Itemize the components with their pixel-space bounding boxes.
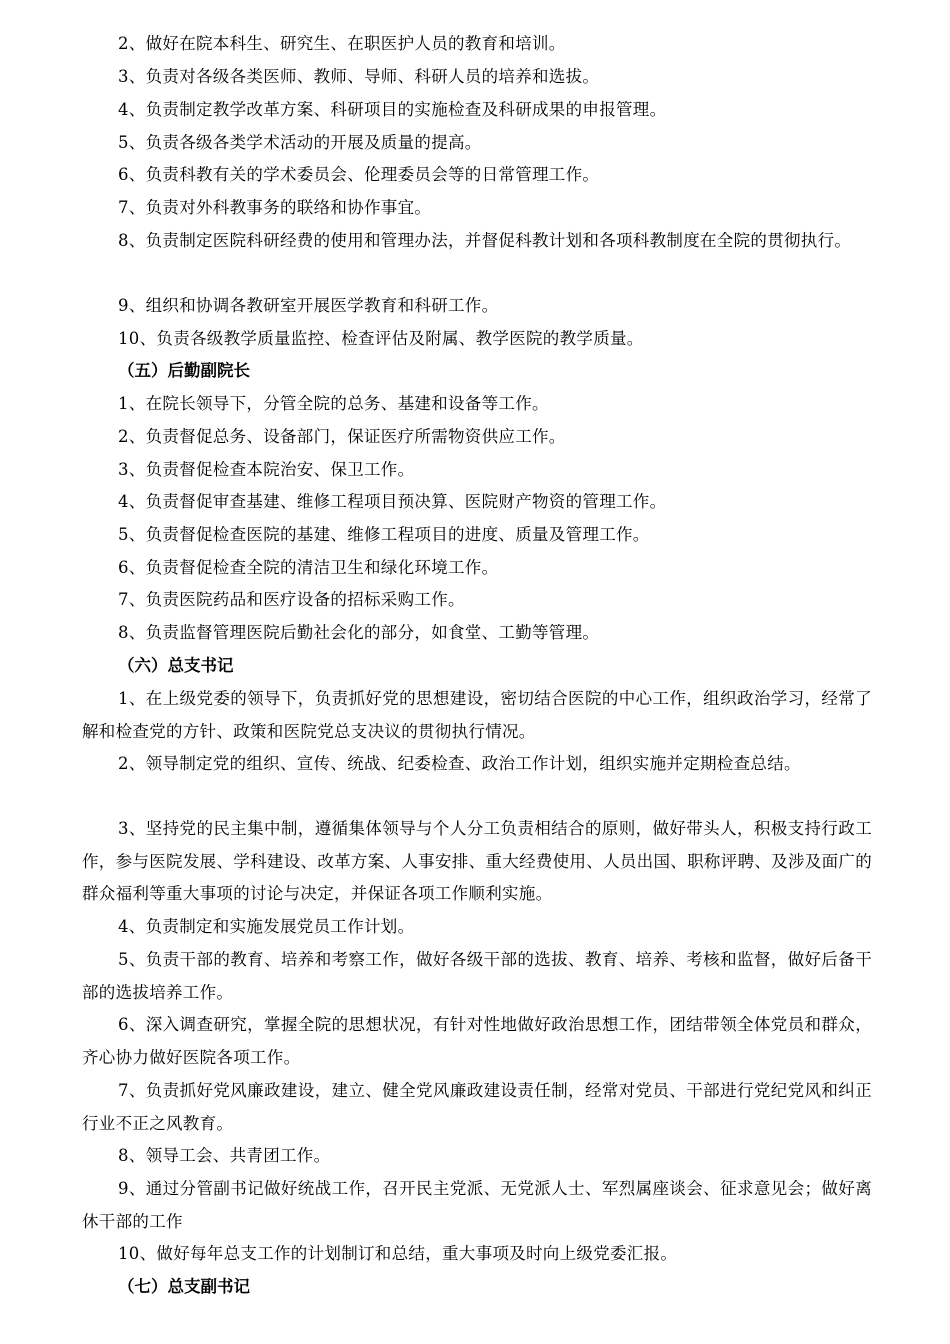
paragraph-item: 5、负责督促检查医院的基建、维修工程项目的进度、质量及管理工作。 [118, 525, 650, 544]
paragraph-item: 5、负责各级各类学术活动的开展及质量的提高。 [118, 133, 482, 152]
paragraph-item: 7、负责抓好党风廉政建设，建立、健全党风廉政建设责任制，经常对党员、干部进行党纪党风和纠正行业不正之风教育。 [82, 1081, 872, 1133]
section-heading: （五）后勤副院长 [118, 361, 250, 380]
paragraph-item: 3、负责督促检查本院治安、保卫工作。 [118, 460, 415, 479]
paragraph-item: 10、做好每年总支工作的计划制订和总结，重大事项及时向上级党委汇报。 [118, 1244, 678, 1263]
paragraph-item: 7、负责医院药品和医疗设备的招标采购工作。 [118, 590, 465, 609]
paragraph-item: 10、负责各级教学质量监控、检查评估及附属、教学医院的教学质量。 [118, 329, 644, 348]
paragraph-item: 9、组织和协调各教研室开展医学教育和科研工作。 [118, 296, 499, 315]
paragraph-item: 4、负责督促审查基建、维修工程项目预决算、医院财产物资的管理工作。 [118, 492, 667, 511]
section-heading: （七）总支副书记 [118, 1277, 250, 1296]
paragraph-item: 3、负责对各级各类医师、教师、导师、科研人员的培养和选拔。 [118, 67, 600, 86]
section-heading: （六）总支书记 [118, 656, 234, 675]
paragraph-item: 6、负责科教有关的学术委员会、伦理委员会等的日常管理工作。 [118, 165, 600, 184]
paragraph-item: 1、在上级党委的领导下，负责抓好党的思想建设，密切结合医院的中心工作，组织政治学习，经常了解和检查党的方针、政策和医院党总支决议的贯彻执行情况。 [82, 689, 872, 741]
paragraph-item: 5、负责干部的教育、培养和考察工作，做好各级干部的选拔、教育、培养、考核和监督，做好后备干部的选拔培养工作。 [82, 950, 872, 1002]
paragraph-item: 2、领导制定党的组织、宣传、统战、纪委检查、政治工作计划，组织实施并定期检查总结。 [118, 754, 801, 773]
paragraph-item: 6、负责督促检查全院的清洁卫生和绿化环境工作。 [118, 558, 499, 577]
paragraph-item: 2、做好在院本科生、研究生、在职医护人员的教育和培训。 [118, 34, 566, 53]
paragraph-item: 8、负责制定医院科研经费的使用和管理办法，并督促科教计划和各项科教制度在全院的贯彻执行。 [118, 231, 852, 250]
paragraph-item: 4、负责制定教学改革方案、科研项目的实施检查及科研成果的申报管理。 [118, 100, 667, 119]
paragraph-item: 2、负责督促总务、设备部门，保证医疗所需物资供应工作。 [118, 427, 566, 446]
paragraph-item: 9、通过分管副书记做好统战工作，召开民主党派、无党派人士、军烈属座谈会、征求意见会；做好离休干部的工作 [82, 1179, 872, 1231]
paragraph-item: 6、深入调查研究，掌握全院的思想状况，有针对性地做好政治思想工作，团结带领全体党员和群众，齐心协力做好医院各项工作。 [82, 1015, 872, 1067]
paragraph-item: 3、坚持党的民主集中制，遵循集体领导与个人分工负责相结合的原则，做好带头人，积极支持行政工作，参与医院发展、学科建设、改革方案、人事安排、重大经费使用、人员出国、职称评聘、及涉及面广的群众福利等重大事项的讨论与决定，并保证各项工作顺利实施。 [82, 819, 872, 903]
paragraph-item: 8、负责监督管理医院后勤社会化的部分，如食堂、工勤等管理。 [118, 623, 600, 642]
paragraph-item: 8、领导工会、共青团工作。 [118, 1146, 331, 1165]
paragraph-item: 4、负责制定和实施发展党员工作计划。 [118, 917, 415, 936]
paragraph-item: 1、在院长领导下，分管全院的总务、基建和设备等工作。 [118, 394, 549, 413]
paragraph-item: 7、负责对外科教事务的联络和协作事宜。 [118, 198, 432, 217]
